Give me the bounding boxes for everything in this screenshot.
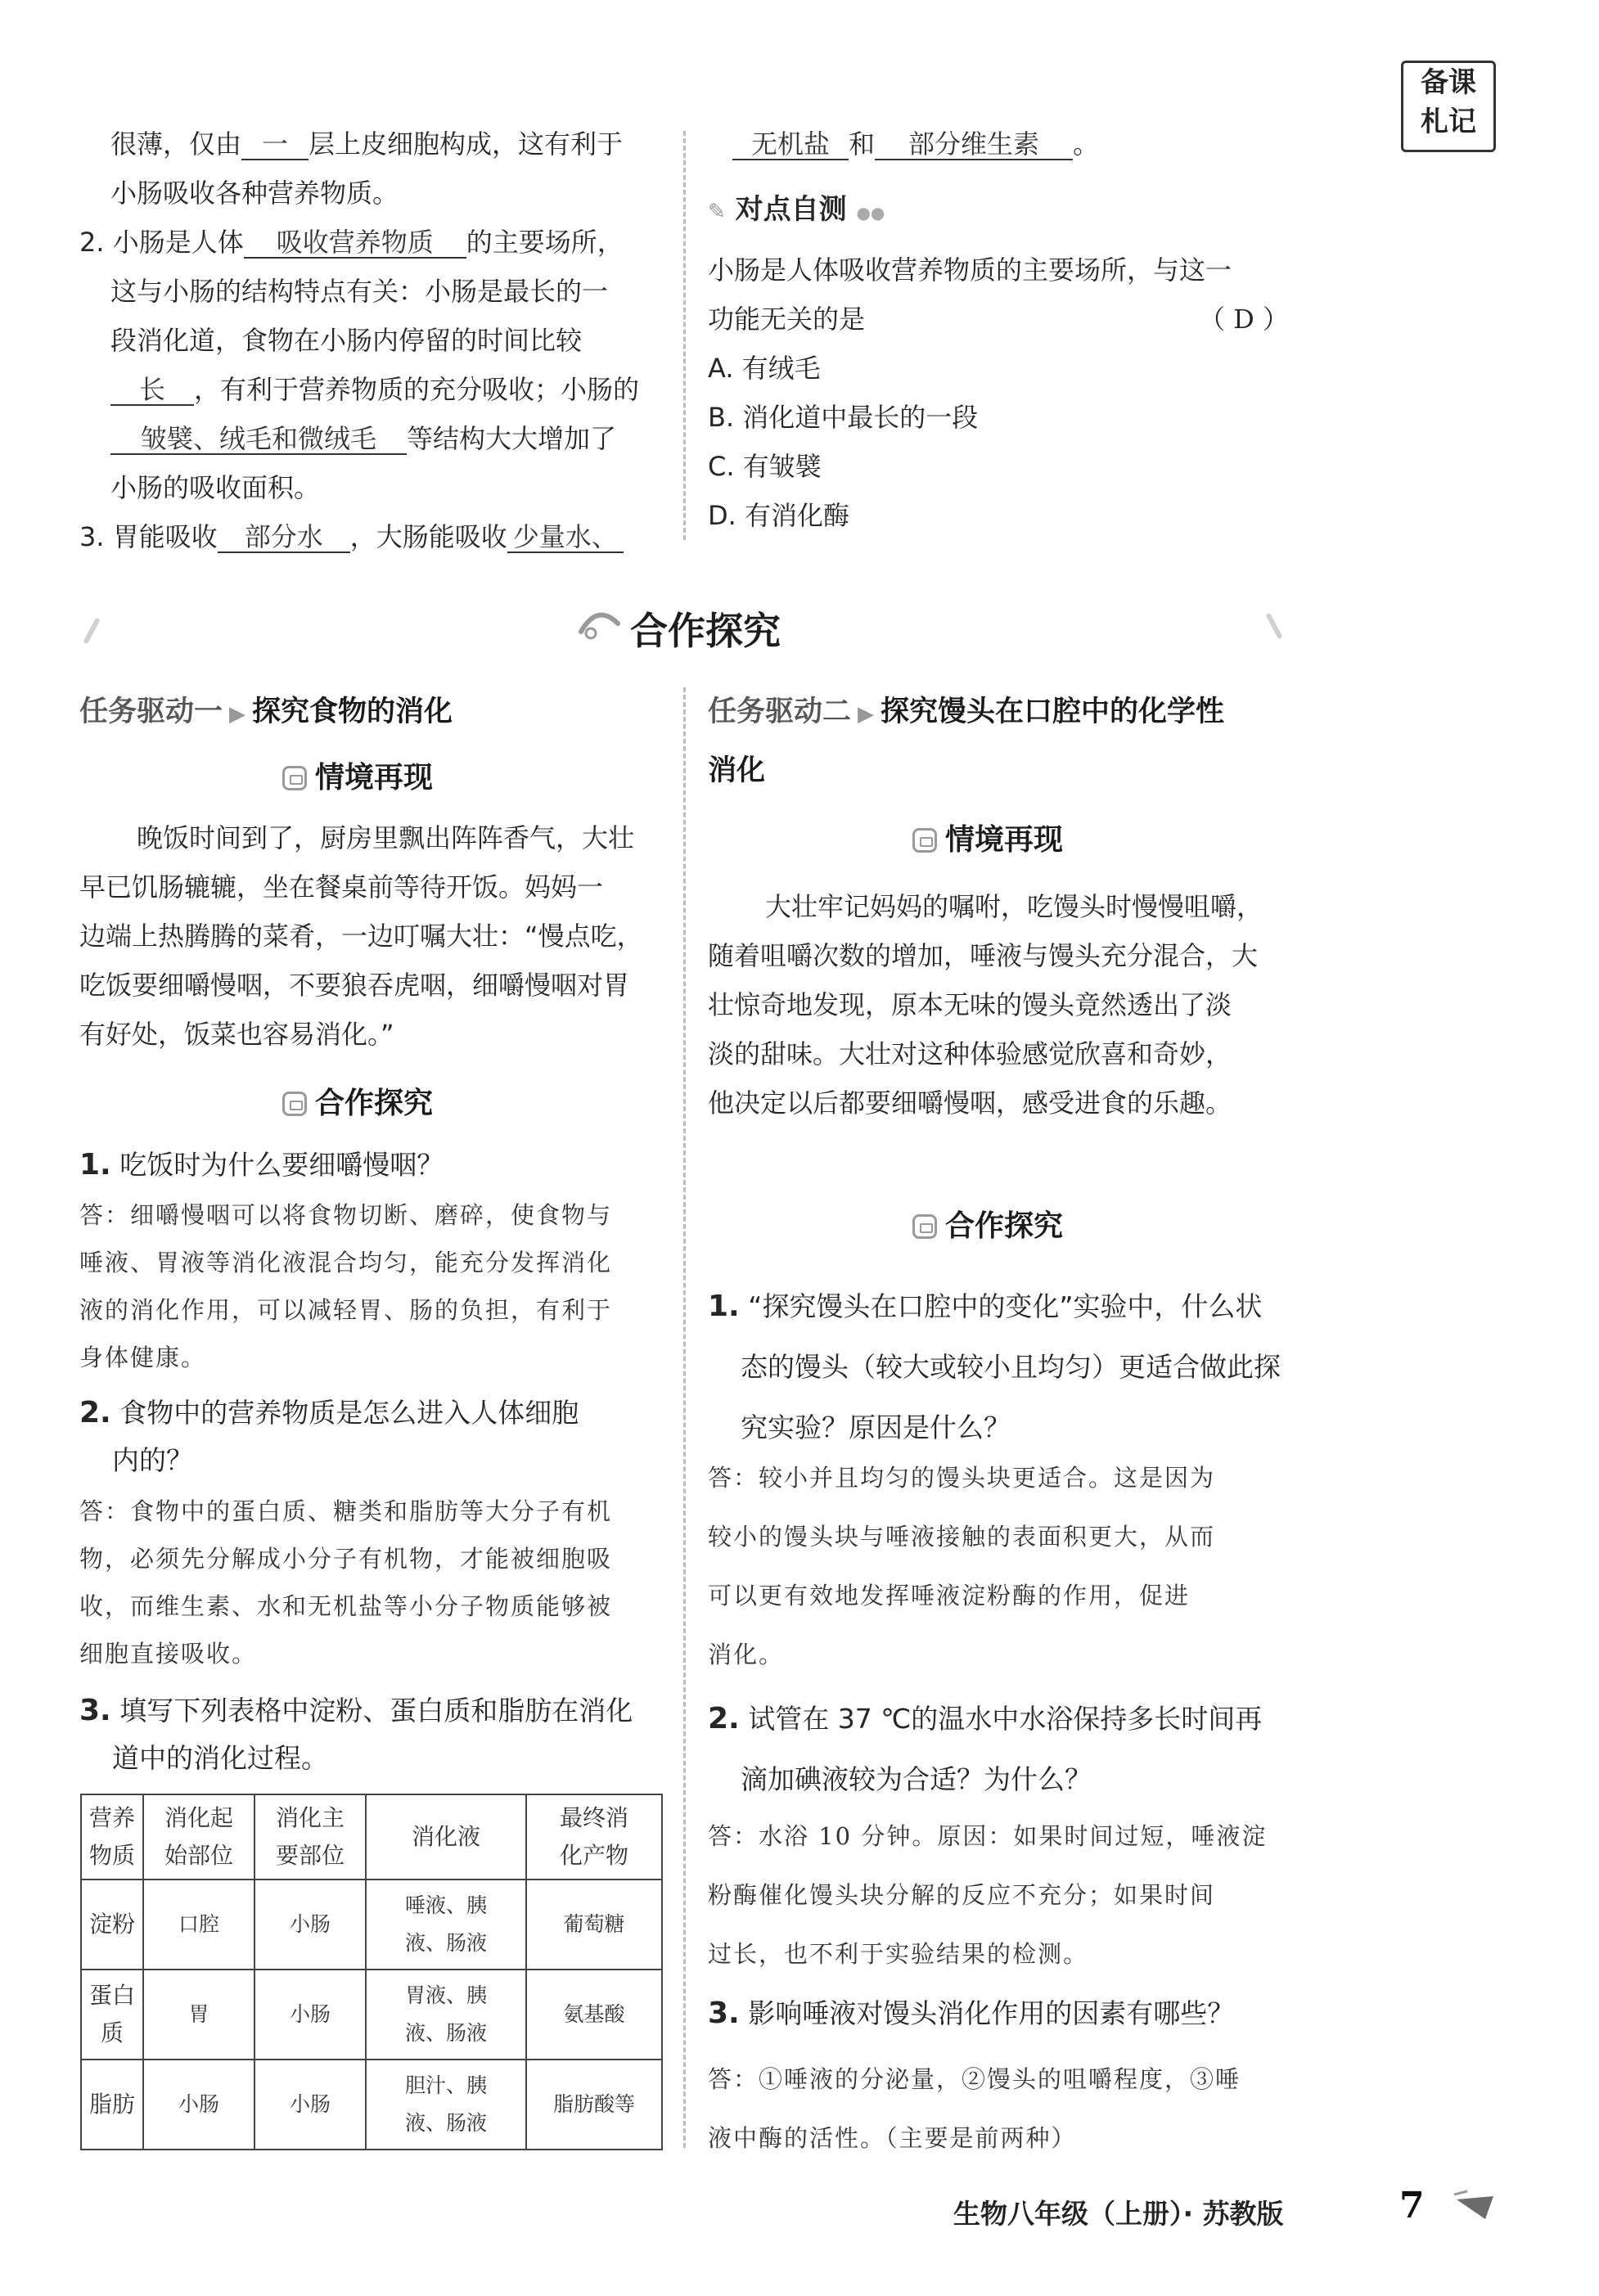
task2-scene-title: 情境再现 <box>912 817 1063 858</box>
fill-blank: 长 <box>110 375 194 406</box>
fill-blank: 吸收营养物质 <box>244 227 466 259</box>
table-cell: 脂肪 <box>81 2060 143 2150</box>
top-left-line5: 段消化道，食物在小肠内停留的时间比较 <box>110 325 583 356</box>
check-question-line1: 小肠是人体吸收营养物质的主要场所，与这一 <box>708 254 1232 286</box>
notes-badge <box>1401 61 1496 152</box>
table-cell: 葡萄糖 <box>526 1880 662 1970</box>
table-cell: 小肠 <box>254 2060 366 2150</box>
table-cell: 淀粉 <box>81 1880 143 1970</box>
check-answer: （ D ） <box>1198 304 1289 335</box>
scene-icon <box>912 828 937 853</box>
top-left-item2: 2. 小肠是人体 吸收营养物质 的主要场所， <box>79 227 624 258</box>
section-title: 合作探究 <box>630 609 781 653</box>
table-cell: 蛋白 质 <box>81 1970 143 2060</box>
task2-heading-line2: 消化 <box>708 754 766 787</box>
table-cell: 胆汁、胰 液、肠液 <box>366 2060 526 2150</box>
table-header: 消化液 <box>366 1794 526 1880</box>
task1-q2: 2. 食物中的营养物质是怎么进入人体细胞 内的？ <box>79 1396 579 1476</box>
task2-a3: 答：①唾液的分泌量，②馒头的咀嚼程度，③唾 液中酶的活性。（主要是前两种） <box>708 2065 1241 2152</box>
coop-icon <box>282 1092 307 1116</box>
task2-a1: 答：较小并且均匀的馒头块更适合。这是因为 较小的馒头块与唾液接触的表面积更大，从而 可以更有效地发挥唾液淀粉酶的作用，促进 消化。 <box>708 1464 1216 1668</box>
task2-heading: 任务驱动二 ▶ 探究馒头在口腔中的化学性 <box>708 696 1225 728</box>
table-header-row <box>81 1794 662 1880</box>
option-a: A. 有绒毛 <box>708 353 821 384</box>
table-header: 最终消 化产物 <box>526 1794 662 1880</box>
table-cell: 小肠 <box>143 2060 254 2150</box>
table-cell: 小肠 <box>254 1970 366 2060</box>
table-row <box>81 2060 662 2150</box>
task2-a2: 答：水浴 10 分钟。原因：如果时间过短，唾液淀 粉酶催化馒头块分解的反应不充分；如果时间 过长，也不利于实验结果的检测。 <box>708 1822 1268 1968</box>
coop-icon <box>912 1214 937 1239</box>
fill-blank: 部分水 <box>218 522 350 553</box>
decor-slash-right <box>1265 613 1282 640</box>
top-left-line2: 小肠吸收各种营养物质。 <box>110 178 399 209</box>
table-cell: 胃 <box>143 1970 254 2060</box>
task1-coop-title: 合作探究 <box>282 1080 433 1122</box>
column-divider-top <box>683 131 686 540</box>
table-cell: 小肠 <box>254 1880 366 1970</box>
check-question-line2: 功能无关的是 （ D ） <box>708 304 1289 335</box>
top-left-line8: 小肠的吸收面积。 <box>110 472 321 503</box>
table-row <box>81 1880 662 1970</box>
table-cell: 氨基酸 <box>526 1970 662 2060</box>
table-cell: 唾液、胰 液、肠液 <box>366 1880 526 1970</box>
task2-scene-text: 大壮牢记妈妈的嘱咐，吃馒头时慢慢咀嚼， 随着咀嚼次数的增加，唾液与馒头充分混合，大 壮惊奇地发现，原本无味的馒头竟然透出了淡 淡的甜味。大壮对这种体验感觉欣喜和奇妙， 他决定以后都要细嚼慢咽，感受进食的乐趣。 <box>708 891 1263 1119</box>
task1-scene-text: 晚饭时间到了，厨房里飘出阵阵香气，大壮 早已饥肠辘辘，坐在餐桌前等待开饭。妈妈一 边端上热腾腾的菜肴，一边叮嘱大壮：“慢点吃， 吃饭要细嚼慢咽，不要狼吞虎咽，细嚼慢咽对胃 有好处，饭菜也容易消化。” <box>79 822 643 1050</box>
scene-icon <box>282 766 307 790</box>
page-number: 7 <box>1399 2185 1425 2226</box>
dots-icon: ●● <box>856 203 885 223</box>
task1-a1: 答：细嚼慢咽可以将食物切断、磨碎，使食物与 唾液、胃液等消化液混合均匀，能充分发挥消化 液的消化作用，可以减轻胃、肠的负担，有利于 身体健康。 <box>79 1201 613 1371</box>
table-row <box>81 1970 662 2060</box>
table-header: 营养 物质 <box>81 1794 143 1880</box>
top-right-line1: 无机盐 和 部分维生素 。 <box>732 128 1099 160</box>
table-cell: 脂肪酸等 <box>526 2060 662 2150</box>
fill-blank: 部分维生素 <box>875 129 1073 160</box>
task1-heading: 任务驱动一 ▶ 探究食物的消化 <box>79 696 453 728</box>
top-left-line6: 长 ，有利于营养物质的充分吸收；小肠的 <box>110 373 639 406</box>
option-d: D. 有消化酶 <box>708 500 849 531</box>
arrow-icon: ▶ <box>229 702 246 727</box>
task1-q1: 1. 吃饭时为什么要细嚼慢咽？ <box>79 1148 444 1182</box>
task2-q2: 2. 试管在 37 ℃的温水中水浴保持多长时间再 滴加碘液较为合适？为什么？ <box>708 1702 1263 1795</box>
task2-q3: 3. 影响唾液对馒头消化作用的因素有哪些？ <box>708 1997 1235 2030</box>
badge-line1: 备课 <box>1421 66 1476 99</box>
task2-coop-title: 合作探究 <box>912 1203 1063 1245</box>
option-c: C. 有皱襞 <box>708 451 822 482</box>
decor-slash-left <box>83 618 100 645</box>
top-left-item3: 3. 胃能吸收 部分水 ，大肠能吸收 少量水、 <box>79 520 624 553</box>
top-left-line7: 皱襞、绒毛和微绒毛 等结构大大增加了 <box>110 422 616 455</box>
task1-scene-title: 情境再现 <box>282 754 433 796</box>
footer-book-title: 生物八年级（上册）· 苏教版 <box>953 2198 1284 2230</box>
swoosh-icon <box>573 599 622 648</box>
top-left-line4: 这与小肠的结构特点有关：小肠是最长的一 <box>110 276 609 307</box>
table-header: 消化主 要部位 <box>254 1794 366 1880</box>
task2-q1: 1. “探究馒头在口腔中的变化”实验中，什么状 态的馒头（较大或较小且均匀）更适合做此探 究实验？原因是什么？ <box>708 1290 1281 1443</box>
table-cell: 口腔 <box>143 1880 254 1970</box>
fill-blank: 少量水、 <box>507 522 624 553</box>
pen-icon: ✎ <box>708 200 726 224</box>
fill-blank: 一 <box>241 129 309 160</box>
top-left-line1: 很薄，仅由 一 层上皮细胞构成，这有利于 <box>110 128 624 160</box>
digestion-table <box>80 1794 663 2150</box>
fill-blank: 无机盐 <box>732 129 849 160</box>
fill-blank: 皱襞、绒毛和微绒毛 <box>110 424 407 455</box>
arrow-icon: ▶ <box>858 702 875 727</box>
corner-arrow-icon <box>1453 2190 1502 2222</box>
column-divider-main <box>683 687 686 2148</box>
option-b: B. 消化道中最长的一段 <box>708 402 979 433</box>
self-check-title: ✎ 对点自测 ●● <box>708 193 885 226</box>
task1-a2: 答：食物中的蛋白质、糖类和脂肪等大分子有机 物，必须先分解成小分子有机物，才能被细胞吸 收，而维生素、水和无机盐等小分子物质能够被 细胞直接吸收。 <box>79 1497 613 1668</box>
table-cell: 胃液、胰 液、肠液 <box>366 1970 526 2060</box>
task1-q3: 3. 填写下列表格中淀粉、蛋白质和脂肪在消化 道中的消化过程。 <box>79 1694 633 1774</box>
badge-line2: 札记 <box>1421 106 1476 138</box>
table-header: 消化起 始部位 <box>143 1794 254 1880</box>
